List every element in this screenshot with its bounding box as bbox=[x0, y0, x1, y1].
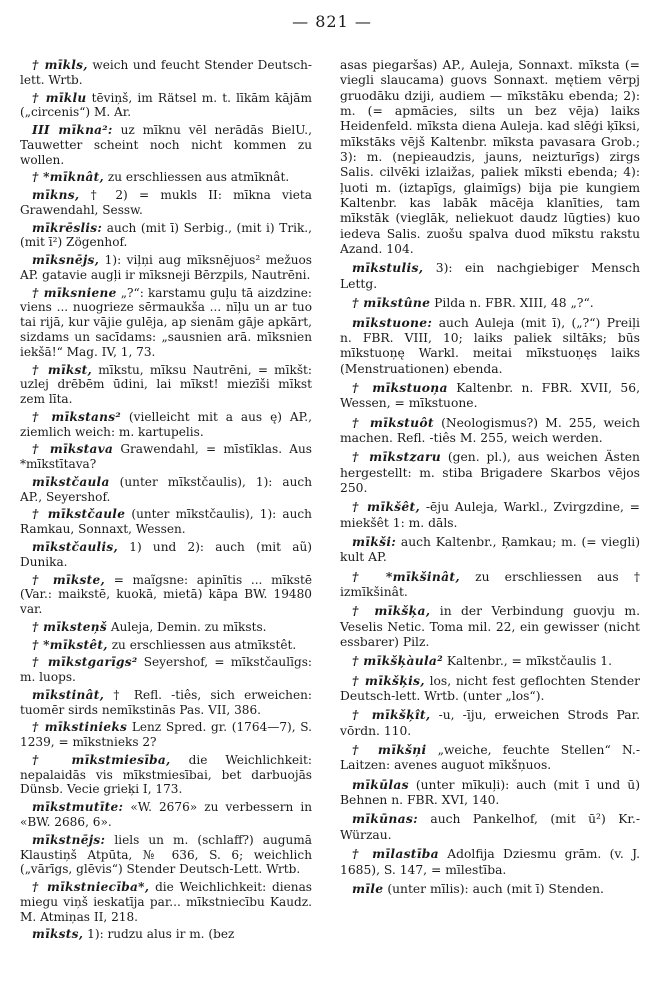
dictionary-entry bbox=[340, 534, 640, 566]
entry-headword: mīkns, bbox=[32, 188, 80, 203]
dictionary-entry bbox=[20, 58, 312, 88]
entry-text: (unter mīkstčaulis), 1): auch AP., Seyershof. bbox=[20, 474, 312, 504]
dictionary-entry bbox=[340, 260, 640, 292]
dictionary-entry bbox=[20, 927, 312, 942]
entry-text: (unter mīkstčaulis), 1): auch Ramkau, Sonnaxt, Wessen. bbox=[20, 507, 312, 537]
dictionary-entry bbox=[20, 800, 312, 830]
entry-text: weich und feucht Stender Deutsch-lett. Wrtb. bbox=[20, 58, 312, 87]
entry-headword: † *mīkšinât, bbox=[352, 568, 460, 584]
entry-text: mīkstu, mīksu Nautrēni, = mīkšt: uzlej drēbēm ūdini, lai mīkst! miezīši mīkst zem līta. bbox=[20, 362, 312, 407]
entry-text: 1) und 2): auch (mit aũ) Dunika. bbox=[20, 539, 312, 569]
entry-text: die Weichlichkeit: nepalaidās vis mīkstmiesībai, bet darbuojās Dünsb. Vecie grieķi I, 173. bbox=[20, 752, 312, 797]
left-column bbox=[20, 58, 312, 945]
entry-text: 1): viļņi aug mīksnējuos² mežuos AP. gatavie augļi ir mīksneji Bērzpils, Nautrēni. bbox=[20, 253, 312, 282]
entry-text: Auleja, Demin. zu mīksts. bbox=[110, 619, 267, 634]
entry-text: „?“: karstamu guļu tā aizdzine: viens ... nuogrieze sērmaukša ... nīļu un ar tuo tai rijā, kur vājie gulēja, ap sienām gāje apkārt, sizdams un sacīdams: „sausnien arā. mīksnien iekšā!“ Mag. IV, 1, 73. bbox=[20, 285, 313, 359]
entry-headword: † mīkstava bbox=[32, 442, 114, 457]
entry-headword: † mīkls, bbox=[32, 58, 88, 72]
entry-headword: mīksnējs, bbox=[32, 253, 100, 268]
entry-headword: † mīkst, bbox=[32, 362, 93, 377]
entry-text: tēviņš, im Rätsel m. t. līkām kājām („circenis“) M. Ar. bbox=[20, 90, 312, 120]
dictionary-entry bbox=[340, 742, 640, 774]
entry-headword: mīkstnējs: bbox=[32, 832, 106, 847]
dictionary-entry bbox=[20, 363, 312, 407]
dictionary-entry bbox=[340, 653, 640, 669]
entry-text: (Neologismus?) M. 255, weich machen. Refl. -tiês M. 255, weich werden. bbox=[340, 415, 641, 445]
entry-headword: † mīkstans² bbox=[32, 409, 121, 424]
dictionary-entry bbox=[20, 410, 312, 440]
entry-headword: † mīkstuoņa bbox=[352, 379, 448, 395]
entry-headword: † mīkšņi bbox=[352, 742, 427, 758]
entry-text: die Weichlichkeit: dienas miegu viņš ieskatīja par... mīkstniecību Kaudz. M. Atmiņas II, 218. bbox=[20, 880, 312, 924]
dictionary-entry bbox=[340, 707, 640, 739]
entry-text: uz mīknu vēl nerādās BielU., Tauwetter scheint noch nicht kommen zu wollen. bbox=[20, 123, 312, 167]
dictionary-entry bbox=[340, 380, 640, 412]
entry-text: (unter mīlis): auch (mit ī) Stenden. bbox=[387, 881, 604, 896]
dictionary-entry bbox=[20, 620, 312, 635]
dictionary-entry bbox=[20, 188, 312, 218]
entry-text: Lenz Spred. gr. (1764—7), S. 1239, = mīkstnieks 2? bbox=[20, 720, 312, 750]
entry-headword: mīkstčaulis, bbox=[32, 539, 118, 554]
entry-text: † Refl. -tiês, sich erweichen: tuomēr sirds nemīkstinās Pas. VII, 386. bbox=[20, 687, 312, 717]
entry-headword: † mīkstinieks bbox=[32, 720, 128, 735]
entry-text: Grawendahl, = mīstīklas. Aus *mīkstītava? bbox=[20, 442, 312, 472]
entry-headword: † mīkstčaule bbox=[32, 507, 126, 522]
right-column bbox=[340, 58, 640, 900]
dictionary-entry bbox=[20, 753, 312, 797]
entry-text: = maĩgsne: apinītis ... mīkstē (Var.: maikstē, kuokā, mietā) kāpa BW. 19480 var. bbox=[20, 572, 312, 617]
entry-text: zu erschliessen aus atmīkstêt. bbox=[111, 637, 297, 652]
dictionary-entry bbox=[340, 811, 640, 843]
dictionary-entry bbox=[20, 638, 312, 653]
entry-headword: † mīkste, bbox=[32, 572, 106, 587]
entry-text: Pilda n. FBR. XIII, 48 „?“. bbox=[434, 296, 594, 311]
dictionary-entry bbox=[20, 573, 312, 617]
dictionary-entry bbox=[340, 58, 640, 257]
entry-text: 1): rudzu alus ir m. (bez bbox=[87, 927, 235, 942]
entry-headword: mīkstulis, bbox=[352, 260, 424, 276]
entry-text: auch Auleja (mit ī), („?“) Preiļi n. FBR. VIII, 10; laiks paliek siltāks; būs mīkstuoņę Warkl. meitai mīkstuoņęs laiks (Menstruationen) ebenda. bbox=[340, 315, 640, 376]
entry-headword: † mīkstmiesība, bbox=[32, 752, 171, 767]
dictionary-entry bbox=[20, 442, 312, 472]
entry-headword: † mīkstniecība*, bbox=[32, 880, 150, 895]
entry-text: Kaltenbr., = mīkstčaulis 1. bbox=[446, 654, 613, 669]
entry-text: auch Pankelhof, (mit ū²) Kr.-Würzau. bbox=[340, 812, 640, 842]
entry-text: zu erschliessen aus † izmīkšinât. bbox=[340, 569, 640, 599]
dictionary-entry bbox=[20, 720, 312, 750]
entry-headword: † mīksniene bbox=[32, 285, 117, 300]
dictionary-entry bbox=[20, 286, 312, 360]
entry-text: «W. 2676» zu verbessern in «BW. 2686, 6». bbox=[20, 800, 312, 829]
entry-text: † 2) = mukls II: mīkna vieta Grawendahl, Sessw. bbox=[20, 188, 312, 217]
entry-headword: † *mīkstêt, bbox=[32, 637, 108, 652]
entry-text: -ēju Auleja, Warkl., Zvirgzdine, = miekšêt 1: m. dāls. bbox=[340, 500, 640, 530]
dictionary-entry bbox=[20, 253, 312, 283]
entry-text: zu erschliessen aus atmīknât. bbox=[107, 170, 290, 185]
entry-headword: † mīkšķàula² bbox=[352, 653, 443, 669]
dictionary-entry bbox=[340, 603, 640, 650]
entry-headword: † mīkstzaru bbox=[352, 449, 442, 465]
entry-text: liels un m. (schlaff?) augumā Klaustiņš Atpūta, № 636, S. 6; weichlich („vārīgs, glēvis“) Stender Deutsch-Lett. Wrtb. bbox=[20, 832, 312, 877]
entry-headword: † mīlastība bbox=[352, 846, 439, 862]
dictionary-entry bbox=[340, 569, 640, 601]
entry-headword: † mīksteņš bbox=[32, 619, 107, 634]
entry-headword: † mīkšķît, bbox=[352, 707, 431, 723]
entry-headword: † mīkšķa, bbox=[352, 603, 431, 619]
entry-text: auch (mit ī) Serbig., (mit i) Trik., (mit ī²) Zögenhof. bbox=[20, 220, 312, 250]
dictionary-entry bbox=[340, 315, 640, 377]
entry-text: „weiche, feuchte Stellen“ N.-Laitzen: avenes auguot mīkšņuos. bbox=[340, 743, 640, 773]
entry-headword: † mīkšķis, bbox=[352, 672, 425, 688]
entry-text: (vielleicht mit a aus ę) AP., ziemlich weich: m. kartupelis. bbox=[20, 409, 312, 439]
entry-headword: † mīkšêt, bbox=[352, 499, 421, 515]
entry-text: in der Verbindung guovju m. Veselis Netic. Toma mil. 22, ein gewisser (nicht essbarer) Pilz. bbox=[340, 604, 640, 650]
entry-text: auch Kaltenbr., Ŗamkau; m. (= viegli) kult AP. bbox=[340, 534, 640, 565]
page-number: — 821 — bbox=[292, 12, 372, 31]
dictionary-entry bbox=[340, 499, 640, 531]
entry-headword: mīkši: bbox=[352, 533, 397, 549]
dictionary-entry bbox=[20, 507, 312, 537]
dictionary-entry bbox=[340, 846, 640, 878]
entry-text: Seyershof, = mīkstčaulīgs: m. luops. bbox=[20, 655, 312, 685]
entry-text: 3): ein nachgiebiger Mensch Lettg. bbox=[340, 261, 640, 291]
dictionary-entry bbox=[340, 415, 640, 447]
dictionary-entry bbox=[20, 540, 312, 570]
entry-headword: III mīkna²: bbox=[32, 123, 113, 138]
entry-headword: mīksts, bbox=[32, 927, 84, 942]
entry-text: Kaltenbr. n. FBR. XVII, 56, Wessen, = mīkstuone. bbox=[340, 380, 640, 411]
entry-text: asas piegaršas) AP., Auleja, Sonnaxt. mīksta (= viegli slaucama) guovs Sonnaxt. mętiem vērpj gruodāku dziji, audiem — mīkstāku ebenda; 2): m. (= apmācies, silts un bez vēja) laiks Heidenfeld. mīksta diena Auleja. kad slēģi ķīksi, mīkstāks vējš Kaltenbr. mīksta pavasara Grob.; 3): m. (nepieaudzis, jauns, neizturīgs) zirgs Salis. cilvēki izlaižas, paliek mīksti ebenda; 4): ļuoti m. (iztapīgs, glaimīgs) bija pie kungiem Kaltenbr. kas labāk mācēja klanīties, tam mīkstāk (vieglāk, neliekuot daudz lūgties) kuo iedeva Salis. zuošu spalva duod mīkstu rakstu Azand. 104. bbox=[340, 58, 640, 257]
dictionary-entry bbox=[20, 91, 312, 121]
dictionary-entry bbox=[20, 221, 312, 251]
dictionary-entry bbox=[20, 833, 312, 877]
entry-headword: mīkūlas bbox=[352, 776, 409, 792]
dictionary-entry bbox=[340, 673, 640, 705]
dictionary-entry bbox=[340, 881, 640, 897]
entry-headword: † mīkstuôt bbox=[352, 414, 434, 430]
entry-text: (unter mīkuļi): auch (mit ī und ū) Behnen n. FBR. XVI, 140. bbox=[340, 777, 640, 808]
entry-text: (gen. pl.), aus weichen Ästen hergestellt: m. stiba Brigadere Skarbos vējos 250. bbox=[340, 450, 640, 495]
entry-headword: † *mīknât, bbox=[32, 170, 105, 185]
entry-headword: mīkstmutīte: bbox=[32, 800, 124, 815]
dictionary-entry bbox=[20, 688, 312, 718]
entry-headword: mīle bbox=[352, 880, 384, 896]
entry-text: los, nicht fest geflochten Stender Deutsch-lett. Wrtb. (unter „los“). bbox=[340, 673, 640, 704]
dictionary-entry bbox=[340, 295, 640, 311]
entry-headword: mīkstuone: bbox=[352, 314, 433, 330]
dictionary-entry bbox=[20, 655, 312, 685]
entry-headword: † mīkstûne bbox=[352, 295, 431, 311]
entry-headword: † mīkstgarīgs² bbox=[32, 655, 138, 670]
dictionary-entry bbox=[340, 777, 640, 809]
entry-headword: mīkrēslis: bbox=[32, 220, 103, 235]
entry-headword: mīkstinât, bbox=[32, 687, 105, 702]
entry-text: Adolfija Dziesmu grām. (v. J. 1685), S. 147, = mīlestība. bbox=[340, 847, 640, 877]
dictionary-entry bbox=[20, 475, 312, 505]
entry-headword: † mīklu bbox=[32, 90, 87, 105]
entry-text: -u, -īju, erweichen Strods Par. vōrdn. 110. bbox=[340, 708, 641, 738]
dictionary-entry bbox=[20, 170, 312, 185]
entry-headword: mīkūnas: bbox=[352, 811, 418, 827]
dictionary-entry bbox=[20, 880, 312, 924]
entry-headword: mīkstčaula bbox=[32, 474, 110, 489]
dictionary-entry bbox=[340, 449, 640, 496]
dictionary-entry bbox=[20, 123, 312, 167]
